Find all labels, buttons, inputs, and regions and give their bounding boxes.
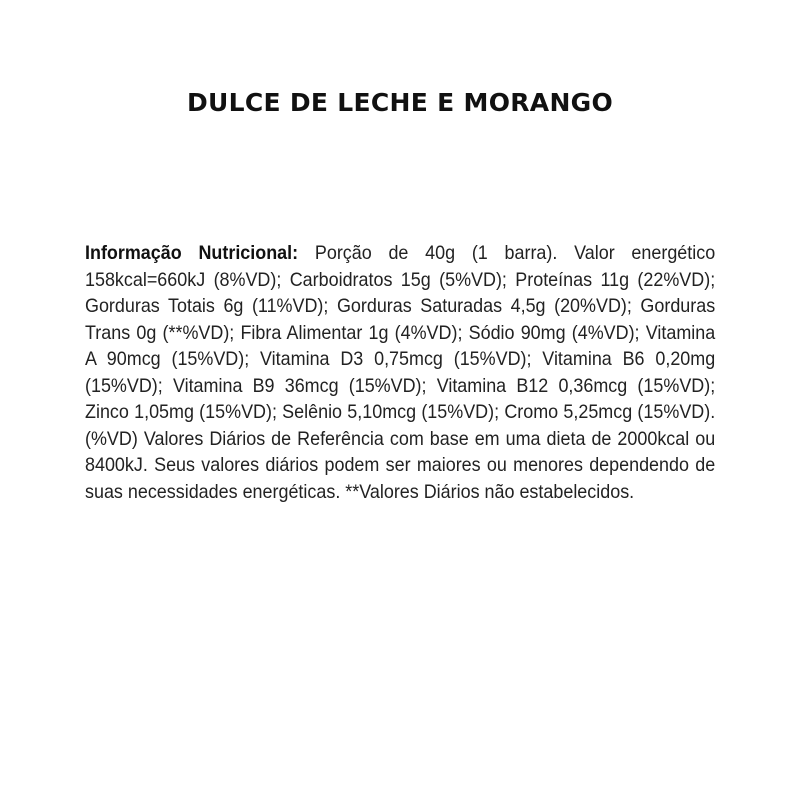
product-title: DULCE DE LECHE E MORANGO: [186, 88, 614, 117]
nutrition-text: Porção de 40g (1 barra). Valor energético 158kcal=660kJ (8%VD); Carboidratos 15g (5%VD); Proteínas 11g (22%VD); Gorduras Totais 6g (11%VD); Gorduras Saturadas 4,5g (20%VD); Gorduras Trans 0g (**%VD); Fibra Alimentar 1g (4%VD); Sódio 90mg (4%VD); Vitamina A 90mcg (15%VD); Vitamina D3 0,75mcg (15%VD); Vitamina B6 0,20mg (15%VD); Vitamina B9 36mcg (15%VD); Vitamina B12 0,36mcg (15%VD); Zinco 1,05mg (15%VD); Selênio 5,10mcg (15%VD); Cromo 5,25mcg (15%VD). (%VD) Valores Diários de Referência com base em uma dieta de 2000kcal ou 8400kJ. Seus valores diários podem ser maiores ou menores dependendo de suas necessidades energéticas. **Valores Diários não estabelecidos.: [85, 242, 716, 503]
nutrition-label: Informação Nutricional:: [85, 242, 299, 264]
nutrition-info: [85, 240, 715, 505]
